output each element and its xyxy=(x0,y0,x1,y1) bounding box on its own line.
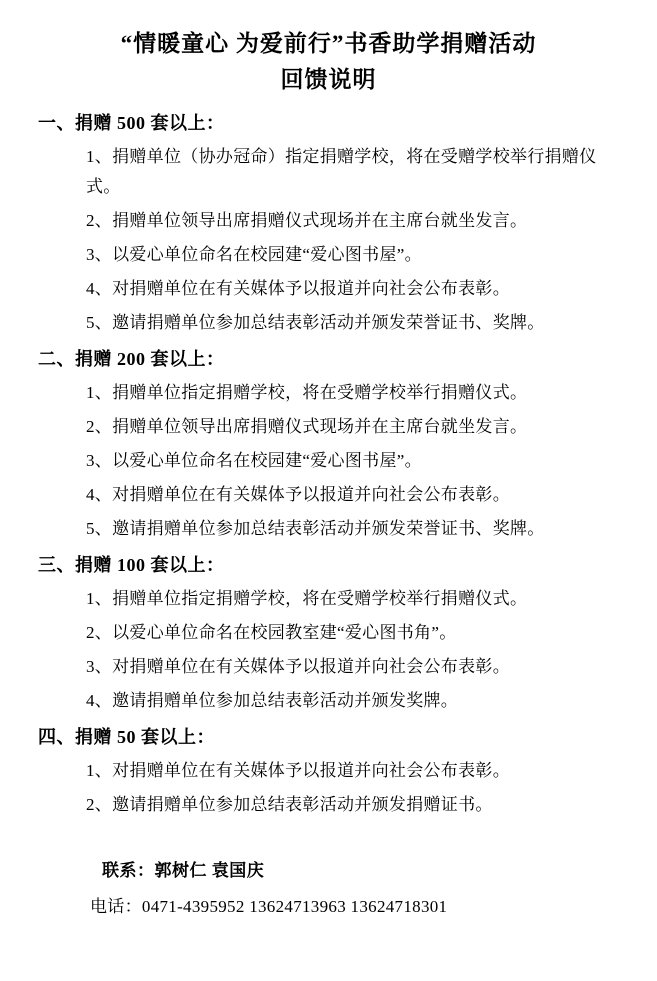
list-item: 1、对捐赠单位在有关媒体予以报道并向社会公布表彰。 xyxy=(86,761,510,780)
section-donation-50 xyxy=(30,722,627,820)
title-line-2: 回馈说明 xyxy=(280,67,377,92)
list-item: 2、以爱心单位命名在校园教室建“爱心图书角”。 xyxy=(86,623,457,642)
list-item: 3、以爱心单位命名在校园建“爱心图书屋”。 xyxy=(86,451,422,470)
title-line-1: “情暖童心 为爱前行”书香助学捐赠活动 xyxy=(120,31,537,56)
list-item: 3、以爱心单位命名在校园建“爱心图书屋”。 xyxy=(86,245,422,264)
section-donation-100 xyxy=(30,550,627,716)
document-title xyxy=(30,26,627,98)
contact-phones: 电话：0471-4395952 13624713963 13624718301 xyxy=(90,897,448,916)
list-item: 1、捐赠单位指定捐赠学校，将在受赠学校举行捐赠仪式。 xyxy=(86,589,528,608)
list-item: 2、捐赠单位领导出席捐赠仪式现场并在主席台就坐发言。 xyxy=(86,211,528,230)
section-donation-200 xyxy=(30,344,627,544)
section-heading: 二、捐赠 200 套以上： xyxy=(38,349,225,369)
list-item: 2、邀请捐赠单位参加总结表彰活动并颁发捐赠证书。 xyxy=(86,795,493,814)
section-heading: 三、捐赠 100 套以上： xyxy=(38,555,225,575)
section-heading: 四、捐赠 50 套以上： xyxy=(38,727,215,747)
list-item: 4、对捐赠单位在有关媒体予以报道并向社会公布表彰。 xyxy=(86,485,510,504)
list-item: 1、捐赠单位（协办冠命）指定捐赠学校，将在受赠学校举行捐赠仪式。 xyxy=(86,147,597,196)
list-item: 5、邀请捐赠单位参加总结表彰活动并颁发荣誉证书、奖牌。 xyxy=(86,313,545,332)
section-heading: 一、捐赠 500 套以上： xyxy=(38,113,225,133)
list-item: 4、对捐赠单位在有关媒体予以报道并向社会公布表彰。 xyxy=(86,279,510,298)
document-footer xyxy=(30,856,627,922)
section-donation-500 xyxy=(30,108,627,338)
list-item: 4、邀请捐赠单位参加总结表彰活动并颁发奖牌。 xyxy=(86,691,459,710)
list-item: 1、捐赠单位指定捐赠学校，将在受赠学校举行捐赠仪式。 xyxy=(86,383,528,402)
list-item: 5、邀请捐赠单位参加总结表彰活动并颁发荣誉证书、奖牌。 xyxy=(86,519,545,538)
list-item: 3、对捐赠单位在有关媒体予以报道并向社会公布表彰。 xyxy=(86,657,510,676)
contact-persons: 联系：郭树仁 袁国庆 xyxy=(102,861,265,880)
list-item: 2、捐赠单位领导出席捐赠仪式现场并在主席台就坐发言。 xyxy=(86,417,528,436)
